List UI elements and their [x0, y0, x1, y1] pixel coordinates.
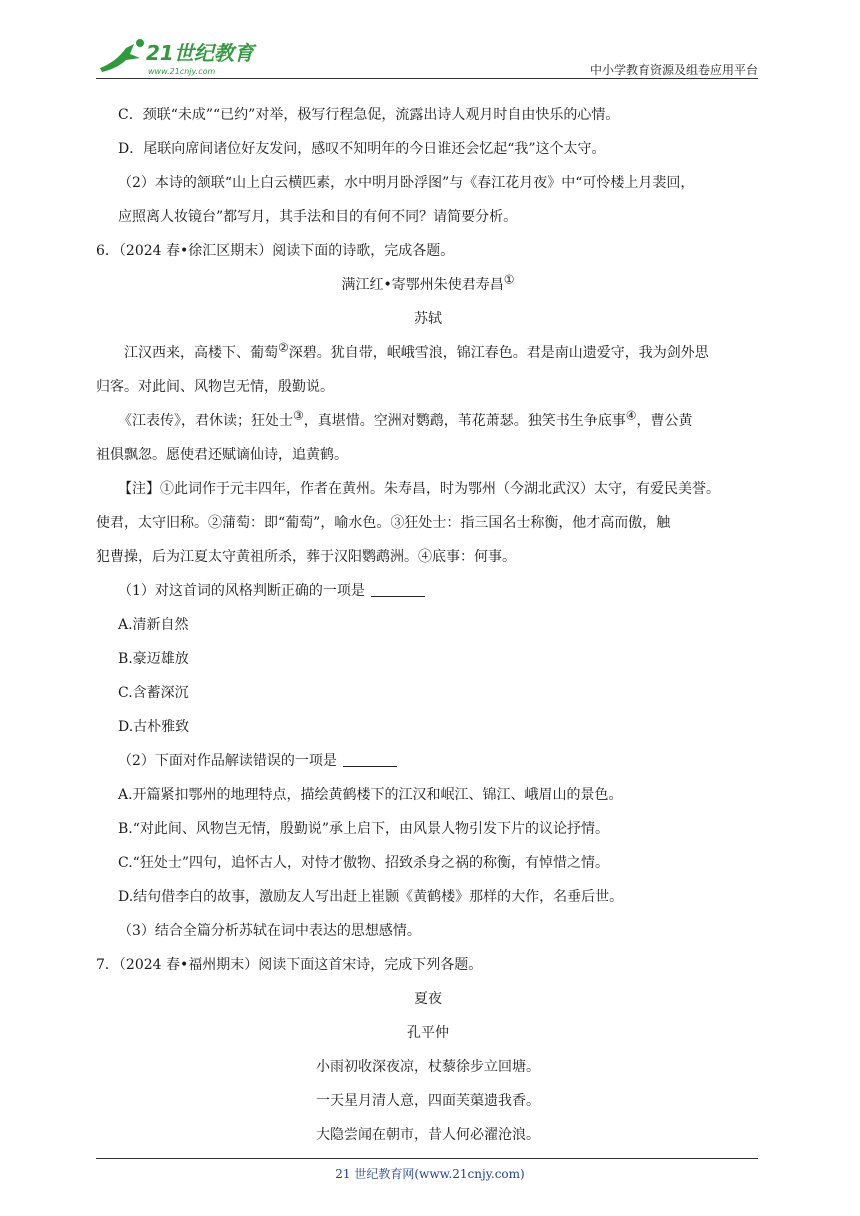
option-6-2-c: C.“狂处士”四句，追怀古人，对恃才傲物、招致杀身之祸的称衡，有悼惜之情。	[118, 855, 609, 871]
question-7-heading: 7．（2024 春•福州期末）阅读下面这首宋诗，完成下列各题。	[96, 957, 483, 973]
poem-7-line-1: 小雨初收深夜凉，杖藜徐步立回塘。	[316, 1059, 540, 1075]
option-6-2-d: D.结句借李白的故事，激励友人写出赶上崔颢《黄鹤楼》那样的大作，名垂后世。	[118, 889, 624, 905]
note-1: 【注】①此词作于元丰四年，作者在黄州。朱寿昌，时为鄂州（今湖北武汉）太守，有爱民美誉。	[118, 481, 720, 497]
poem-6-line-3: 《江表传》，君休读；狂处士③，真堪惜。空洲对鹦鹉，苇花萧瑟。独笑书生争底事④，曹公黄	[118, 408, 693, 429]
logo	[96, 34, 276, 78]
logo-url: www.21cnjy.com	[148, 67, 216, 76]
question-5-2: （2）本诗的颔联“山上白云横匹素，水中明月卧浮图”与《春江花月夜》中“可怜楼上月裴回，	[118, 175, 695, 191]
answer-blank	[343, 752, 397, 767]
option-6-1-d: D.古朴雅致	[118, 719, 190, 735]
poem-7-line-3: 大隐尝闻在朝市，昔人何必濯沧浪。	[316, 1127, 540, 1143]
question-6-3: （3）结合全篇分析苏轼在词中表达的思想感情。	[118, 923, 421, 939]
option-c: C．颈联“未成”“已约”对举，极写行程急促，流露出诗人观月时自由快乐的心情。	[118, 107, 620, 123]
question-6-heading: 6．（2024 春•徐汇区期末）阅读下面的诗歌，完成各题。	[96, 243, 455, 259]
page-header	[96, 34, 758, 78]
runner-icon	[100, 44, 140, 72]
document-body	[96, 98, 760, 1152]
option-6-2-b: B.“对此间、风物岂无情，殷勤说”承上启下，由风景人物引发下片的议论抒情。	[118, 821, 610, 837]
poem-6-title: 满江红•寄鄂州朱使君寿昌①	[341, 272, 515, 293]
header-divider	[96, 78, 758, 79]
poem-7-line-2: 一天星月清人意，四面芙蕖遗我香。	[316, 1093, 540, 1109]
option-6-1-c: C.含蓄深沉	[118, 685, 189, 701]
question-6-1: （1）对这首词的风格判断正确的一项是	[96, 574, 760, 608]
question-5-2-cont: 应照离人妆镜台”都写月，其手法和目的有何不同？请简要分析。	[118, 209, 518, 225]
question-6-2: （2）下面对作品解读错误的一项是	[96, 744, 760, 778]
poem-6-line-4: 祖俱飘忽。愿使君还赋谪仙诗，追黄鹤。	[96, 447, 348, 463]
poem-6-author: 苏轼	[414, 311, 442, 327]
poem-6-line-1: 江汉西来，高楼下、葡萄②深碧。犹自带，岷峨雪浪，锦江春色。君是南山遗爱守，我为剑外思	[124, 340, 709, 361]
answer-blank	[371, 582, 425, 597]
logo-text: 21世纪教育	[146, 41, 254, 65]
footer-text: 21 世纪教育网(www.21cnjy.com)	[335, 1167, 525, 1181]
poem-7-title: 夏夜	[414, 991, 442, 1007]
note-3: 犯曹操，后为江夏太守黄祖所杀，葬于汉阳鹦鹉洲。④底事：何事。	[96, 549, 516, 565]
platform-name: 中小学教育资源及组卷应用平台	[589, 63, 758, 77]
poem-6-line-2: 归客。对此间、风物岂无情，殷勤说。	[96, 379, 334, 395]
note-2: 使君，太守旧称。②蒲萄：即“葡萄”，喻水色。③狂处士：指三国名士称衡，他才高而傲，触	[96, 515, 671, 531]
option-6-1-a: A.清新自然	[118, 617, 189, 633]
option-6-2-a: A.开篇紧扣鄂州的地理特点，描绘黄鹤楼下的江汉和岷江、锦江、峨眉山的景色。	[118, 787, 623, 803]
poem-7-author: 孔平仲	[407, 1025, 449, 1041]
option-d: D．尾联向席间诸位好友发问，感叹不知明年的今日谁还会忆起“我”这个太守。	[118, 141, 606, 157]
option-6-1-b: B.豪迈雄放	[118, 651, 189, 667]
footer-divider	[96, 1158, 758, 1159]
